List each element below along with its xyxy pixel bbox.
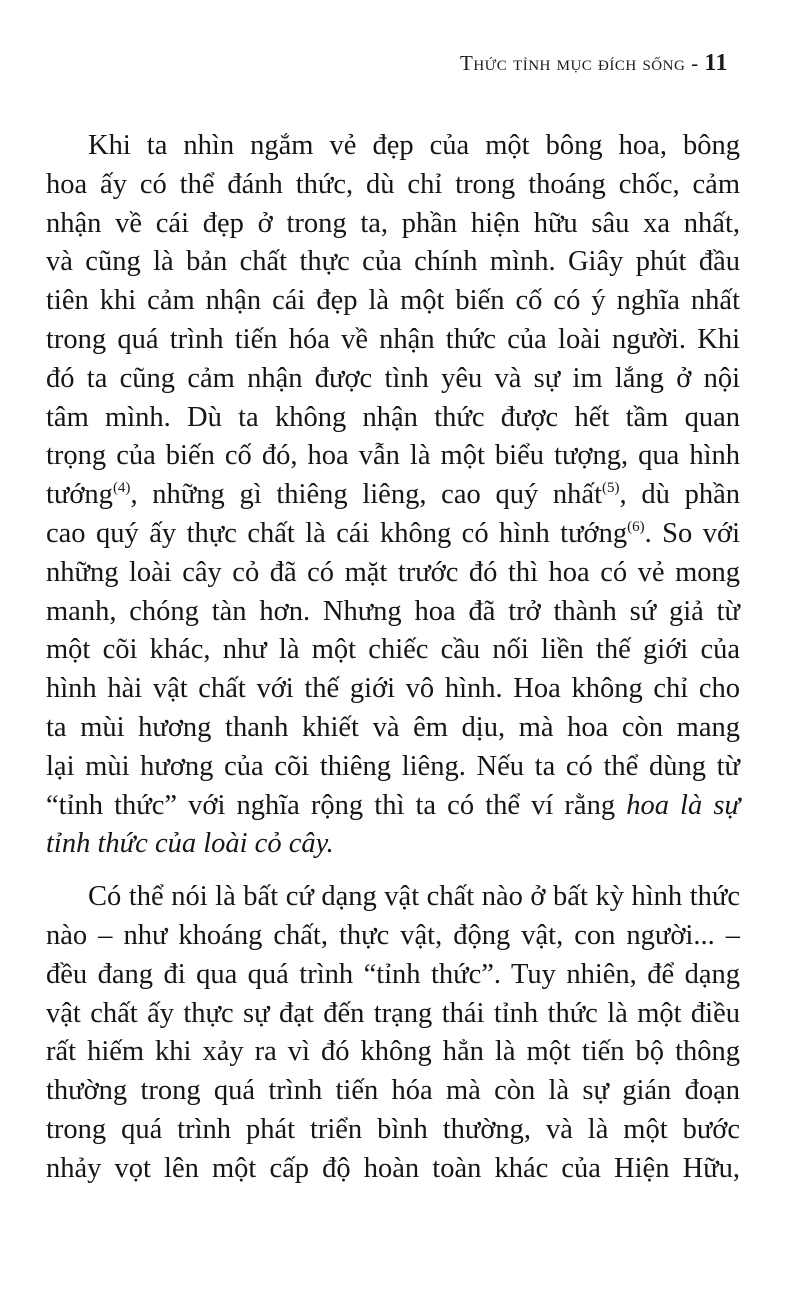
text-line: một cõi khác, như là một chiếc cầu nối liền thế giới của [46, 634, 740, 666]
text-line: đó ta cũng cảm nhận được tình yêu và sự im lắng ở nội [46, 362, 740, 394]
text-line: lại mùi hương của cõi thiêng liêng. Nếu ta có thể dùng từ [46, 750, 740, 782]
text-line: tiên khi cảm nhận cái đẹp là một biến cố có ý nghĩa nhất [46, 285, 740, 317]
text-line: trọng của biến cố đó, hoa vẫn là một biểu tượng, qua hình [46, 440, 740, 472]
italic-phrase: hoa là sự [626, 789, 740, 821]
text-line: đều đang đi qua quá trình “tỉnh thức”. Tuy nhiên, để dạng [46, 958, 740, 990]
text-line: manh, chóng tàn hơn. Nhưng hoa đã trở thành sứ giả từ [46, 595, 740, 627]
paragraph-1 [46, 127, 740, 864]
text-line: Có thể nói là bất cứ dạng vật chất nào ở bất kỳ hình thức [88, 881, 740, 913]
text-line: và cũng là bản chất thực của chính mình. Giây phút đầu [46, 246, 740, 278]
text-line: hình hài vật chất với thế giới vô hình. Hoa không chỉ cho [46, 673, 740, 705]
text-line: Khi ta nhìn ngắm vẻ đẹp của một bông hoa, bông [88, 130, 740, 161]
text-line: trong quá trình phát triển bình thường, và là một bước [46, 1113, 740, 1145]
text-line: nào – như khoáng chất, thực vật, động vật, con người... – [46, 919, 740, 951]
page-number: 11 [704, 50, 728, 76]
paragraph-2 [46, 878, 740, 1188]
footnote-ref-6: (6) [627, 518, 645, 535]
text-line: tướng$^{(4)}$, những gì thiêng liêng, cao quý nhất$^{(5)}$, dù phần [46, 479, 740, 511]
running-head [460, 50, 728, 77]
text-line: ta mùi hương thanh khiết và êm dịu, mà hoa còn mang [46, 711, 740, 743]
text-line: nhận về cái đẹp ở trong ta, phần hiện hữu sâu xa nhất, [46, 207, 740, 239]
text-line: hoa ấy có thể đánh thức, dù chỉ trong thoáng chốc, cảm [46, 168, 740, 200]
text-line: “tỉnh thức” với nghĩa rộng thì ta có thể ví rằng hoa là sự [46, 789, 740, 821]
footnote-ref-4: (4) [112, 480, 131, 497]
text-line: nhảy vọt lên một cấp độ hoàn toàn khác của Hiện Hữu, [46, 1152, 740, 1184]
running-head-title: Thức tỉnh mục đích sống [460, 51, 686, 75]
text-line: vật chất ấy thực sự đạt đến trạng thái tỉnh thức là một điều [46, 997, 740, 1029]
text-line: thường trong quá trình tiến hóa mà còn là sự gián đoạn [46, 1075, 740, 1107]
text-line: những loài cây cỏ đã có mặt trước đó thì hoa có vẻ mong [46, 556, 740, 588]
text-line: tâm mình. Dù ta không nhận thức được hết tầm quan [46, 401, 740, 433]
text-line: trong quá trình tiến hóa về nhận thức của loài người. Khi [46, 323, 740, 355]
text-line [46, 825, 740, 864]
text-line: cao quý ấy thực chất là cái không có hình tướng$^{(6)}$. So với [46, 517, 740, 549]
running-head-separator: - [685, 51, 705, 75]
footnote-ref-5: (5) [602, 480, 620, 497]
text-line: rất hiếm khi xảy ra vì đó không hẳn là một tiến bộ thông [46, 1036, 740, 1068]
body-text [46, 127, 740, 1189]
italic-phrase: tỉnh thức của loài cỏ cây. [46, 828, 334, 860]
